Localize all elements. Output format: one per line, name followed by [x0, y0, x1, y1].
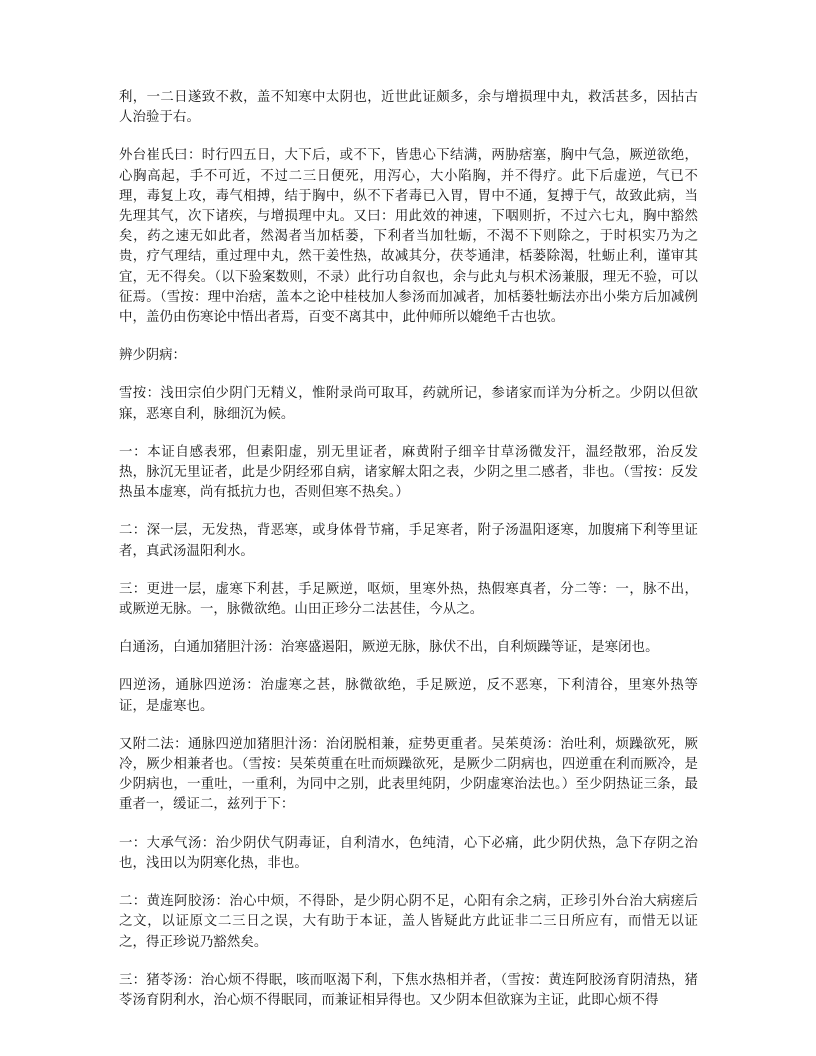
section-heading-shaoyin: 辨少阴病： [119, 348, 186, 364]
paragraph-xue-note: 雪按：浅田宗伯少阴门无精义，惟附录尚可取耳，药就所记，参诸家而详为分析之。少阴以但欲寐，恶寒自利，脉细沉为候。 [119, 386, 698, 422]
paragraph-zhuling-tang: 三：猪苓汤：治心烦不得眠，咳而呕渴下利，下焦水热相并者，（雪按：黄连阿胶汤育阴清热，猪苓汤育阴利水，治心烦不得眠同，而兼证相异得也。又少阴本但欲寐为主证，此即心烦不得 [119, 972, 698, 1008]
paragraph-sini-tang: 四逆汤，通脉四逆汤：治虚寒之甚，脉微欲绝，手足厥逆，反不恶寒，下利清谷，里寒外热等证，是虚寒也。 [119, 678, 698, 714]
paragraph-appended-methods: 又附二法：通脉四逆加猪胆汁汤：治闭脱相兼，症势更重者。吴茱萸汤：治吐利，烦躁欲死，厥冷，厥少相兼者也。（雪按：吴茱萸重在吐而烦躁欲死，是厥少二阴病也，四逆重在利而厥冷，是少阴病也，一重吐，一重利，为同中之别，此表里纯阴，少阴虚寒治法也。）至少阴热证三条，最重者一，缓证二，兹列于下： [119, 736, 698, 813]
paragraph-item-three: 三：更进一层，虚寒下利甚，手足厥逆，呕烦，里寒外热，热假寒真者，分二等：一，脉不出，或厥逆无脉。一，脉微欲绝。山田正珍分二法甚佳，今从之。 [119, 581, 698, 618]
paragraph-item-one: 一：本证自感表邪，但素阳虚，别无里证者，麻黄附子细辛甘草汤微发汗，温经散邪，治反发热，脉沉无里证者，此是少阴经邪自病，诸家解太阳之表，少阴之里二感者，非也。（雪按：反发热虽本虚寒，尚有抵抗力也，否则但寒不热矣。） [119, 444, 698, 501]
paragraph-intro-continuation: 利，一二日遂致不救，盖不知寒中太阴也，近世此证颇多，余与增损理中丸，救活甚多，因拈古人治验于右。 [119, 90, 698, 126]
paragraph-huanglian-ejiao-tang: 二：黄连阿胶汤：治心中烦，不得卧，是少阴心阴不足，心阳有余之病，正珍引外台治大病瘥后之文，以证原文二三日之误，大有助于本证，盖人皆疑此方此证非二三日所应有，而惜无以证之，得正珍说乃豁然矣。 [119, 894, 698, 950]
paragraph-item-two: 二：深一层，无发热，背恶寒，或身体骨节痛，手足寒者，附子汤温阳逐寒，加腹痛下利等里证者，真武汤温阳利水。 [119, 523, 698, 559]
paragraph-baitong-tang: 白通汤，白通加猪胆汁汤：治寒盛遏阳，厥逆无脉，脉伏不出，自利烦躁等证，是寒闭也。 [119, 640, 659, 656]
paragraph-da-chengqi-tang: 一：大承气汤：治少阴伏气阴毒证，自利清水，色纯清，心下必痛，此少阴伏热，急下存阴之治也，浅田以为阴寒化热，非也。 [119, 835, 698, 871]
paragraph-waitai-cui: 外台崔氏曰：时行四五日，大下后，或不下，皆患心下结满，两胁痞塞，胸中气急，厥逆欲绝，心胸高起，手不可近，不过二三日便死，用泻心，大小陷胸，并不得疗。此下后虚逆，气已不理，毒复上攻，毒气相搏，结于胸中，纵不下者毒已入胃，胃中不通，复搏于气，故致此病，当先理其气，次下诸疾，与增损理中丸。又曰：用此效的神速，下咽则折，不过六七丸，胸中豁然矣，药之速无如此者，然渴者当加栝蒌，下利者当加牡蛎，不渴不下则除之，于时枳实乃为之贵，疗气理结，重过理中丸，然干姜性热，故减其分，茯苓通津，栝蒌除渴，牡蛎止利，谨审其宜，无不得矣。（以下验案数则，不录）此行功自叙也，余与此丸与枳术汤兼服，理无不验，可以征焉。（雪按：理中治痞，盖本之论中桂枝加人参汤而加减者，加栝蒌牡蛎法亦出小柴方后加减例中，盖仍由伤寒论中悟出者焉，百变不离其中，此仲师所以媲绝千古也欤。 [119, 148, 698, 326]
